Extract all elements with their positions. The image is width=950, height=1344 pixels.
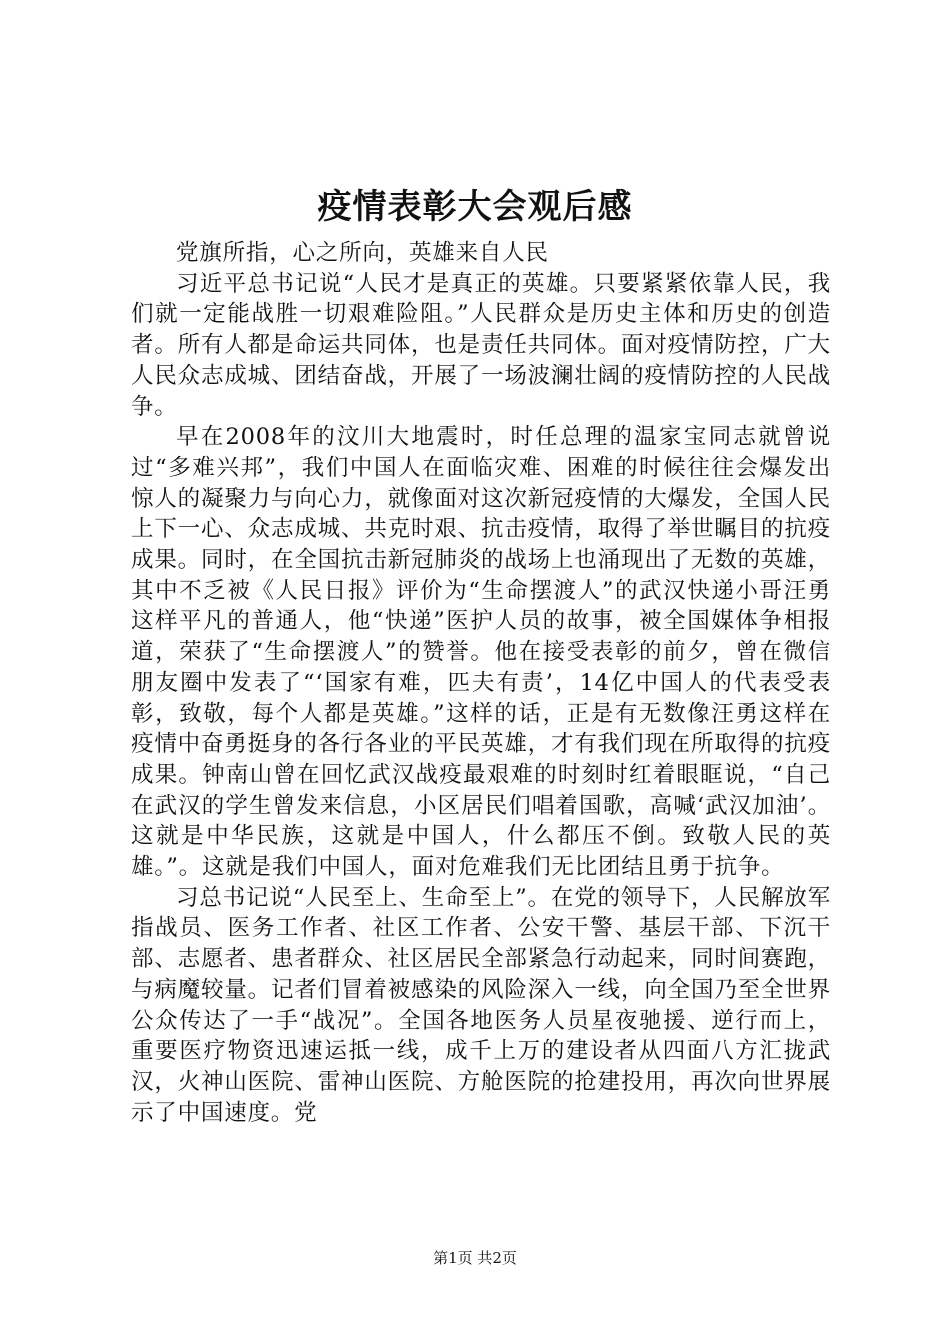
paragraph: 习近平总书记说“人民才是真正的英雄。只要紧紧依靠人民，我们就一定能战胜一切艰难险阻。”人民群众是历史主体和历史的创造者。所有人都是命运共同体，也是责任共同体。面对疫情防控，广大人民众志成城、团结奋战，开展了一场波澜壮阔的疫情防控的人民战争。 xyxy=(131,270,831,420)
paragraph: 习总书记说“人民至上、生命至上”。在党的领导下，人民解放军指战员、医务工作者、社区工作者、公安干警、基层干部、下沉干部、志愿者、患者群众、社区居民全部紧急行动起来，同时间赛跑，与病魔较量。记者们冒着被感染的风险深入一线，向全国乃至全世界公众传达了一手“战况”。全国各地医务人员星夜驰援、逆行而上，重要医疗物资迅速运抵一线，成千上万的建设者从四面八方汇拢武汉，火神山医院、雷神山医院、方舱医院的抢建投用，再次向世界展示了中国速度。党 xyxy=(131,884,831,1126)
paragraph-subtitle: 党旗所指，心之所向，英雄来自人民 xyxy=(176,240,549,266)
paragraph: 早在2008年的汶川大地震时，时任总理的温家宝同志就曾说过“多难兴邦”，我们中国人在面临灾难、困难的时候往往会爆发出惊人的凝聚力与向心力，就像面对这次新冠疫情的大爆发，全国人民上下一心、众志成城、共克时艰、抗击疫情，取得了举世瞩目的抗疫成果。同时，在全国抗击新冠肺炎的战场上也涌现出了无数的英雄，其中不乏被《人民日报》评价为“生命摆渡人”的武汉快递小哥汪勇这样平凡的普通人，他“快递”医护人员的故事，被全国媒体争相报道，荣获了“生命摆渡人”的赞誉。他在接受表彰的前夕，曾在微信朋友圈中发表了“‘国家有难，匹夫有责’，14亿中国人的代表受表彰，致敬，每个人都是英雄。”这样的话，正是有无数像汪勇这样在疫情中奋勇挺身的各行各业的平民英雄，才有我们现在所取得的抗疫成果。钟南山曾在回忆武汉战疫最艰难的时刻时红着眼眶说，“自己在武汉的学生曾发来信息，小区居民们唱着国歌，高喊‘武汉加油’。这就是中华民族，这就是中国人，什么都压不倒。致敬人民的英雄。”。这就是我们中国人，面对危难我们无比团结且勇于抗争。 xyxy=(131,424,831,881)
document-title: 疫情表彰大会观后感 xyxy=(317,187,633,227)
document-body xyxy=(131,238,831,1128)
page-number-footer: 第1页 共2页 xyxy=(433,1249,517,1267)
